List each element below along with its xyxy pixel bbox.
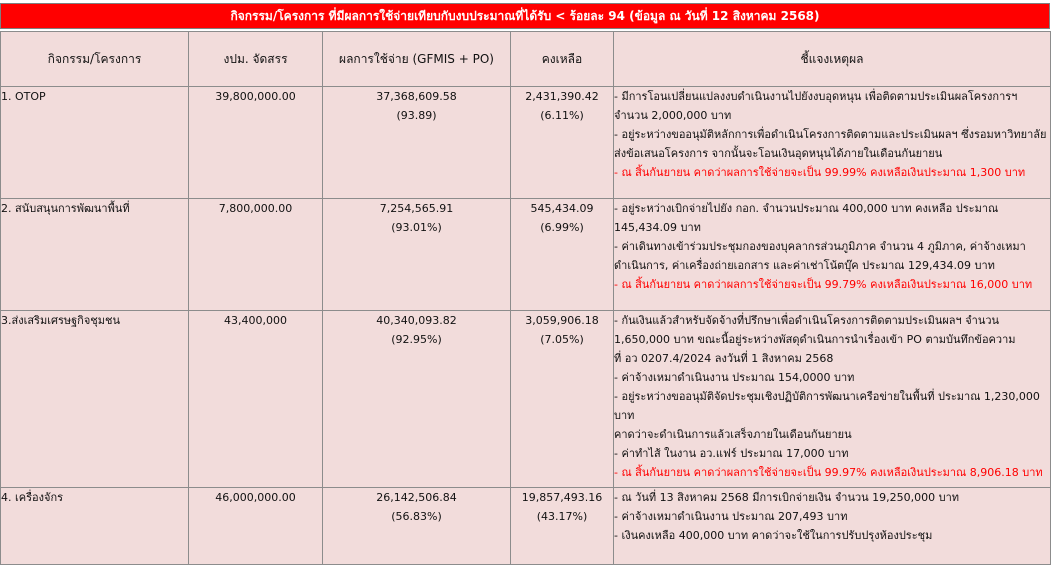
explanation-note: - อยู่ระหว่างขออนุมัติจัดประชุมเชิงปฏิบัติการพัฒนาเครือข่ายในพื้นที่ ประมาณ 1,230,000 บาท คาดว่าจะดำเนินการแล้วเสร็จภายในเดือนกันยายน (614, 390, 1040, 441)
forecast-note: - ณ สิ้นกันยายน คาดว่าผลการใช้จ่ายจะเป็น 99.97% คงเหลือเงินประมาณ 8,906.18 บาท (614, 466, 1043, 479)
budget-table (0, 31, 1051, 565)
activity-name: 4. เครื่องจักร (1, 488, 189, 565)
remaining-percent: (6.99%) (540, 221, 584, 234)
remaining-value: 19,857,493.16 (521, 491, 603, 504)
table-row (1, 488, 1051, 565)
spent-value: 26,142,506.84 (376, 491, 457, 504)
explanation-note: - ค่าทำไส้ ในงาน อว.แฟร์ ประมาณ 17,000 บาท (614, 447, 849, 460)
spent-value: 7,254,565.91 (379, 202, 454, 215)
spent-cell (323, 311, 511, 488)
activity-name: 2. สนับสนุนการพัฒนาพื้นที่ (1, 199, 189, 311)
header-allocated: งปม. จัดสรร (189, 32, 323, 87)
explanation-note: - ค่าจ้างเหมาดำเนินงาน ประมาณ 154,0000 บาท (614, 371, 855, 384)
header-remaining: คงเหลือ (511, 32, 614, 87)
activity-name: 3.ส่งเสริมเศรษฐกิจชุมชน (1, 311, 189, 488)
header-activity: กิจกรรม/โครงการ (1, 32, 189, 87)
explanation-note: - ค่าจ้างเหมาดำเนินงาน ประมาณ 207,493 บาท (614, 510, 848, 523)
header-explanation: ชี้แจงเหตุผล (614, 32, 1051, 87)
allocated-value: 43,400,000 (224, 314, 287, 327)
report-title: กิจกรรม/โครงการ ที่มีผลการใช้จ่ายเทียบกับงบประมาณที่ได้รับ < ร้อยละ 94 (ข้อมูล ณ วันที่ 12 สิงหาคม 2568) (0, 3, 1050, 29)
explanation-note: - อยู่ระหว่างขออนุมัติหลักการเพื่อดำเนินโครงการติดตามและประเมินผลฯ ซึ่งรอมหาวิทยาลัย ส่งข้อเสนอโครงการ จากนั้นจะโอนเงินอุดหนุนได้ภายในเดือนกันยายน (614, 128, 1047, 160)
remaining-percent: (7.05%) (540, 333, 584, 346)
table-header-row (1, 32, 1051, 87)
explanation-note: - ค่าเดินทางเข้าร่วมประชุมกองของบุคลากรส่วนภูมิภาค จำนวน 4 ภูมิภาค, ค่าจ้างเหมา ดำเนินการ, ค่าเครื่องถ่ายเอกสาร และค่าเช่าโน้ตบุ๊ค ประมาณ 129,434.09 บาท (614, 240, 1026, 272)
table-row (1, 199, 1051, 311)
explanation-cell (614, 488, 1051, 565)
remaining-value: 545,434.09 (530, 202, 594, 215)
remaining-cell (511, 311, 614, 488)
spent-percent: (93.89) (396, 109, 437, 122)
spent-cell (323, 87, 511, 199)
spent-value: 40,340,093.82 (376, 314, 457, 327)
forecast-note: - ณ สิ้นกันยายน คาดว่าผลการใช้จ่ายจะเป็น 99.79% คงเหลือเงินประมาณ 16,000 บาท (614, 278, 1033, 291)
explanation-note: - อยู่ระหว่างเบิกจ่ายไปยัง กอก. จำนวนประมาณ 400,000 บาท คงเหลือ ประมาณ 145,434.09 บาท (614, 202, 999, 234)
allocated-amount (189, 311, 323, 488)
allocated-value: 46,000,000.00 (215, 491, 296, 504)
explanation-note: - ณ วันที่ 13 สิงหาคม 2568 มีการเบิกจ่ายเงิน จำนวน 19,250,000 บาท (614, 491, 960, 504)
explanation-note: - กันเงินแล้วสำหรับจัดจ้างที่ปรึกษาเพื่อดำเนินโครงการติดตามประเมินผลฯ จำนวน 1,650,000 บาท ขณะนี้อยู่ระหว่างพัสดุดำเนินการนำเรื่องเข้า PO ตามบันทึกข้อความ ที่ อว 0207.4/2024 ลงวันที่ 1 สิงหาคม 2568 (614, 314, 1016, 365)
remaining-value: 2,431,390.42 (525, 90, 599, 103)
explanation-cell (614, 199, 1051, 311)
allocated-amount (189, 488, 323, 565)
explanation-cell (614, 311, 1051, 488)
header-spent: ผลการใช้จ่าย (GFMIS + PO) (323, 32, 511, 87)
table-row (1, 311, 1051, 488)
spent-value: 37,368,609.58 (376, 90, 457, 103)
forecast-note: - ณ สิ้นกันยายน คาดว่าผลการใช้จ่ายจะเป็น 99.99% คงเหลือเงินประมาณ 1,300 บาท (614, 166, 1026, 179)
explanation-cell (614, 87, 1051, 199)
allocated-value: 39,800,000.00 (215, 90, 296, 103)
spent-cell (323, 488, 511, 565)
remaining-value: 3,059,906.18 (525, 314, 599, 327)
remaining-percent: (6.11%) (540, 109, 584, 122)
explanation-note: - เงินคงเหลือ 400,000 บาท คาดว่าจะใช้ในการปรับปรุงห้องประชุม (614, 529, 933, 542)
spent-cell (323, 199, 511, 311)
spent-percent: (56.83%) (391, 510, 442, 523)
allocated-amount (189, 199, 323, 311)
remaining-cell (511, 87, 614, 199)
remaining-cell (511, 488, 614, 565)
allocated-value: 7,800,000.00 (218, 202, 293, 215)
table-row (1, 87, 1051, 199)
allocated-amount (189, 87, 323, 199)
remaining-cell (511, 199, 614, 311)
activity-name: 1. OTOP (1, 87, 189, 199)
explanation-note: - มีการโอนเปลี่ยนแปลงงบดำเนินงานไปยังงบอุดหนุน เพื่อติดตามประเมินผลโครงการฯ จำนวน 2,000,000 บาท (614, 90, 1018, 122)
remaining-percent: (43.17%) (536, 510, 588, 523)
spent-percent: (92.95%) (391, 333, 442, 346)
spent-percent: (93.01%) (391, 221, 442, 234)
